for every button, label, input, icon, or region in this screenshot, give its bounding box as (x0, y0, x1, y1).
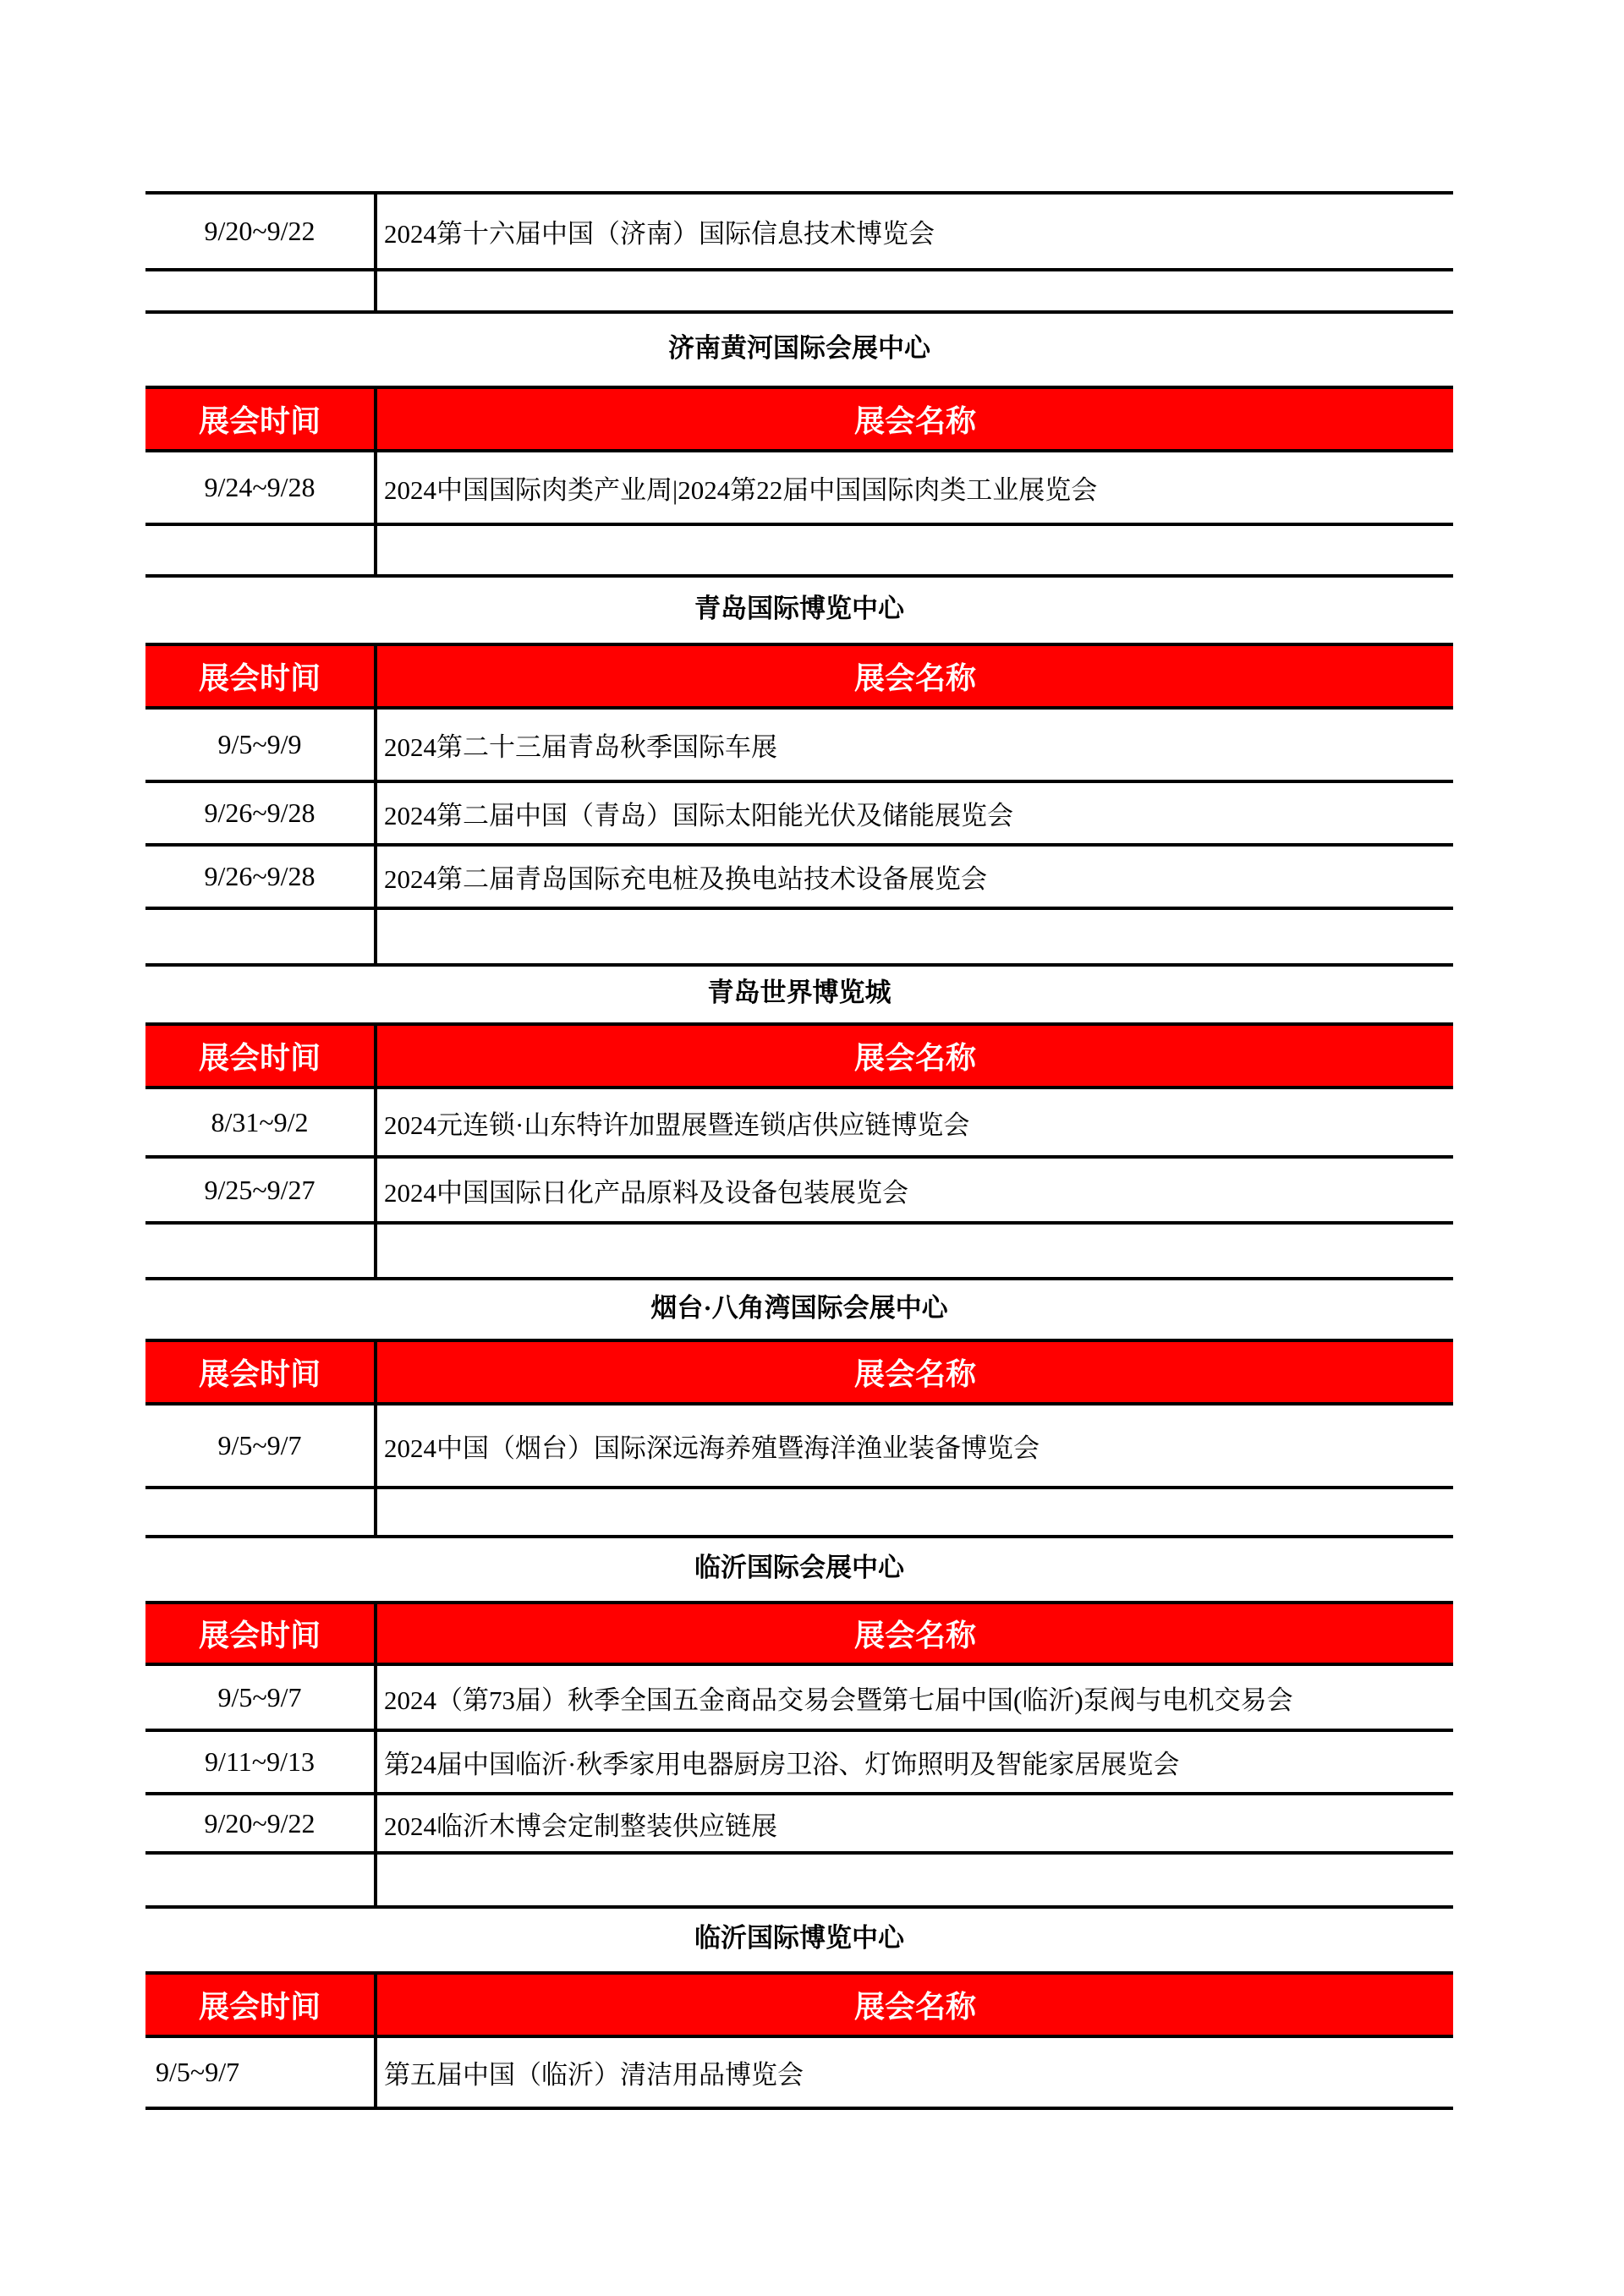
venue-section-title: 烟台·八角湾国际会展中心 (650, 1293, 948, 1323)
exhibition-name-cell (377, 910, 1453, 963)
table-row (145, 783, 1453, 847)
exhibition-date-cell (145, 526, 377, 574)
exhibition-table (145, 191, 1453, 314)
name-column-header: 展会名称 (377, 1026, 1453, 1086)
exhibition-name-cell: 2024第二届中国（青岛）国际太阳能光伏及储能展览会 (384, 801, 1013, 830)
name-column-header: 展会名称 (377, 389, 1453, 449)
venue-section-title: 临沂国际会展中心 (694, 1553, 904, 1582)
table-row (145, 1666, 1453, 1732)
date-column-header: 展会时间 (145, 646, 377, 706)
table-header-row (145, 1604, 1453, 1666)
name-column-header: 展会名称 (377, 1604, 1453, 1663)
exhibition-date-cell: 9/5~9/7 (145, 2038, 377, 2107)
table-header-row (145, 1975, 1453, 2038)
exhibition-table (145, 1022, 1453, 1280)
exhibition-name-cell: 2024元连锁·山东特许加盟展暨连锁店供应链博览会 (384, 1110, 970, 1140)
table-row (145, 2038, 1453, 2110)
exhibition-date-cell: 9/5~9/9 (145, 710, 377, 780)
exhibition-table (145, 643, 1453, 967)
exhibition-name-cell: 2024中国（烟台）国际深远海养殖暨海洋渔业装备博览会 (384, 1433, 1040, 1463)
table-row-empty (145, 526, 1453, 578)
exhibition-table (145, 1601, 1453, 1909)
table-row (145, 1732, 1453, 1795)
exhibition-name-cell: 2024（第73届）秋季全国五金商品交易会暨第七届中国(临沂)泵阀与电机交易会 (384, 1685, 1293, 1715)
venue-section-title: 青岛国际博览中心 (694, 594, 904, 623)
exhibition-name-cell: 2024第二届青岛国际充电桩及换电站技术设备展览会 (384, 864, 987, 894)
exhibition-name-cell: 2024中国国际日化产品原料及设备包装展览会 (384, 1177, 908, 1208)
exhibition-name-cell (377, 1855, 1453, 1905)
exhibition-date-cell: 9/20~9/22 (145, 195, 377, 268)
table-row-empty (145, 910, 1453, 967)
table-row (145, 1089, 1453, 1159)
exhibition-date-cell: 9/11~9/13 (145, 1732, 377, 1792)
name-column-header: 展会名称 (377, 1342, 1453, 1402)
table-row (145, 452, 1453, 526)
exhibition-name-cell: 第五届中国（临沂）清洁用品博览会 (384, 2060, 804, 2090)
exhibition-table (145, 1339, 1453, 1538)
table-row (145, 847, 1453, 910)
exhibition-date-cell (145, 271, 377, 310)
table-header-row (145, 646, 1453, 710)
exhibition-date-cell: 9/5~9/7 (145, 1666, 377, 1729)
date-column-header: 展会时间 (145, 389, 377, 449)
exhibition-table (145, 386, 1453, 578)
exhibition-date-cell (145, 1225, 377, 1277)
exhibition-name-cell (377, 526, 1453, 574)
table-row (145, 1795, 1453, 1855)
exhibition-date-cell (145, 910, 377, 963)
name-column-header: 展会名称 (377, 646, 1453, 706)
date-column-header: 展会时间 (145, 1342, 377, 1402)
exhibition-date-cell (145, 1489, 377, 1535)
exhibition-date-cell: 9/20~9/22 (145, 1795, 377, 1851)
table-header-row (145, 1342, 1453, 1406)
venue-section-title: 济南黄河国际会展中心 (668, 333, 930, 363)
exhibition-date-cell: 8/31~9/2 (145, 1089, 377, 1155)
table-row (145, 1406, 1453, 1489)
exhibition-table (145, 1971, 1453, 2110)
table-row-empty (145, 1855, 1453, 1909)
date-column-header: 展会时间 (145, 1604, 377, 1663)
exhibition-date-cell: 9/5~9/7 (145, 1406, 377, 1486)
exhibition-name-cell: 2024中国国际肉类产业周|2024第22届中国国际肉类工业展览会 (384, 475, 1098, 505)
exhibition-name-cell: 2024第二十三届青岛秋季国际车展 (384, 732, 777, 762)
exhibition-name-cell: 第24届中国临沂·秋季家用电器厨房卫浴、灯饰照明及智能家居展览会 (384, 1750, 1180, 1779)
table-row-empty (145, 271, 1453, 314)
table-row (145, 1159, 1453, 1225)
venue-section-title: 青岛世界博览城 (707, 978, 892, 1007)
name-column-header: 展会名称 (377, 1975, 1453, 2035)
venue-section-title: 临沂国际博览中心 (694, 1923, 904, 1953)
exhibition-date-cell: 9/26~9/28 (145, 847, 377, 907)
table-row (145, 195, 1453, 271)
exhibition-name-cell (377, 271, 1453, 310)
exhibition-name-cell: 2024第十六届中国（济南）国际信息技术博览会 (384, 219, 935, 249)
exhibition-name-cell: 2024临沂木博会定制整装供应链展 (384, 1811, 777, 1841)
exhibition-date-cell: 9/25~9/27 (145, 1159, 377, 1221)
exhibition-name-cell (377, 1489, 1453, 1535)
date-column-header: 展会时间 (145, 1975, 377, 2035)
exhibition-date-cell: 9/24~9/28 (145, 452, 377, 523)
exhibition-name-cell (377, 1225, 1453, 1277)
schedule-document (145, 0, 1453, 2296)
exhibition-date-cell (145, 1855, 377, 1905)
exhibition-date-cell: 9/26~9/28 (145, 783, 377, 843)
table-header-row (145, 1026, 1453, 1089)
table-row-empty (145, 1489, 1453, 1538)
table-row-empty (145, 1225, 1453, 1280)
date-column-header: 展会时间 (145, 1026, 377, 1086)
table-row (145, 710, 1453, 783)
table-header-row (145, 389, 1453, 452)
